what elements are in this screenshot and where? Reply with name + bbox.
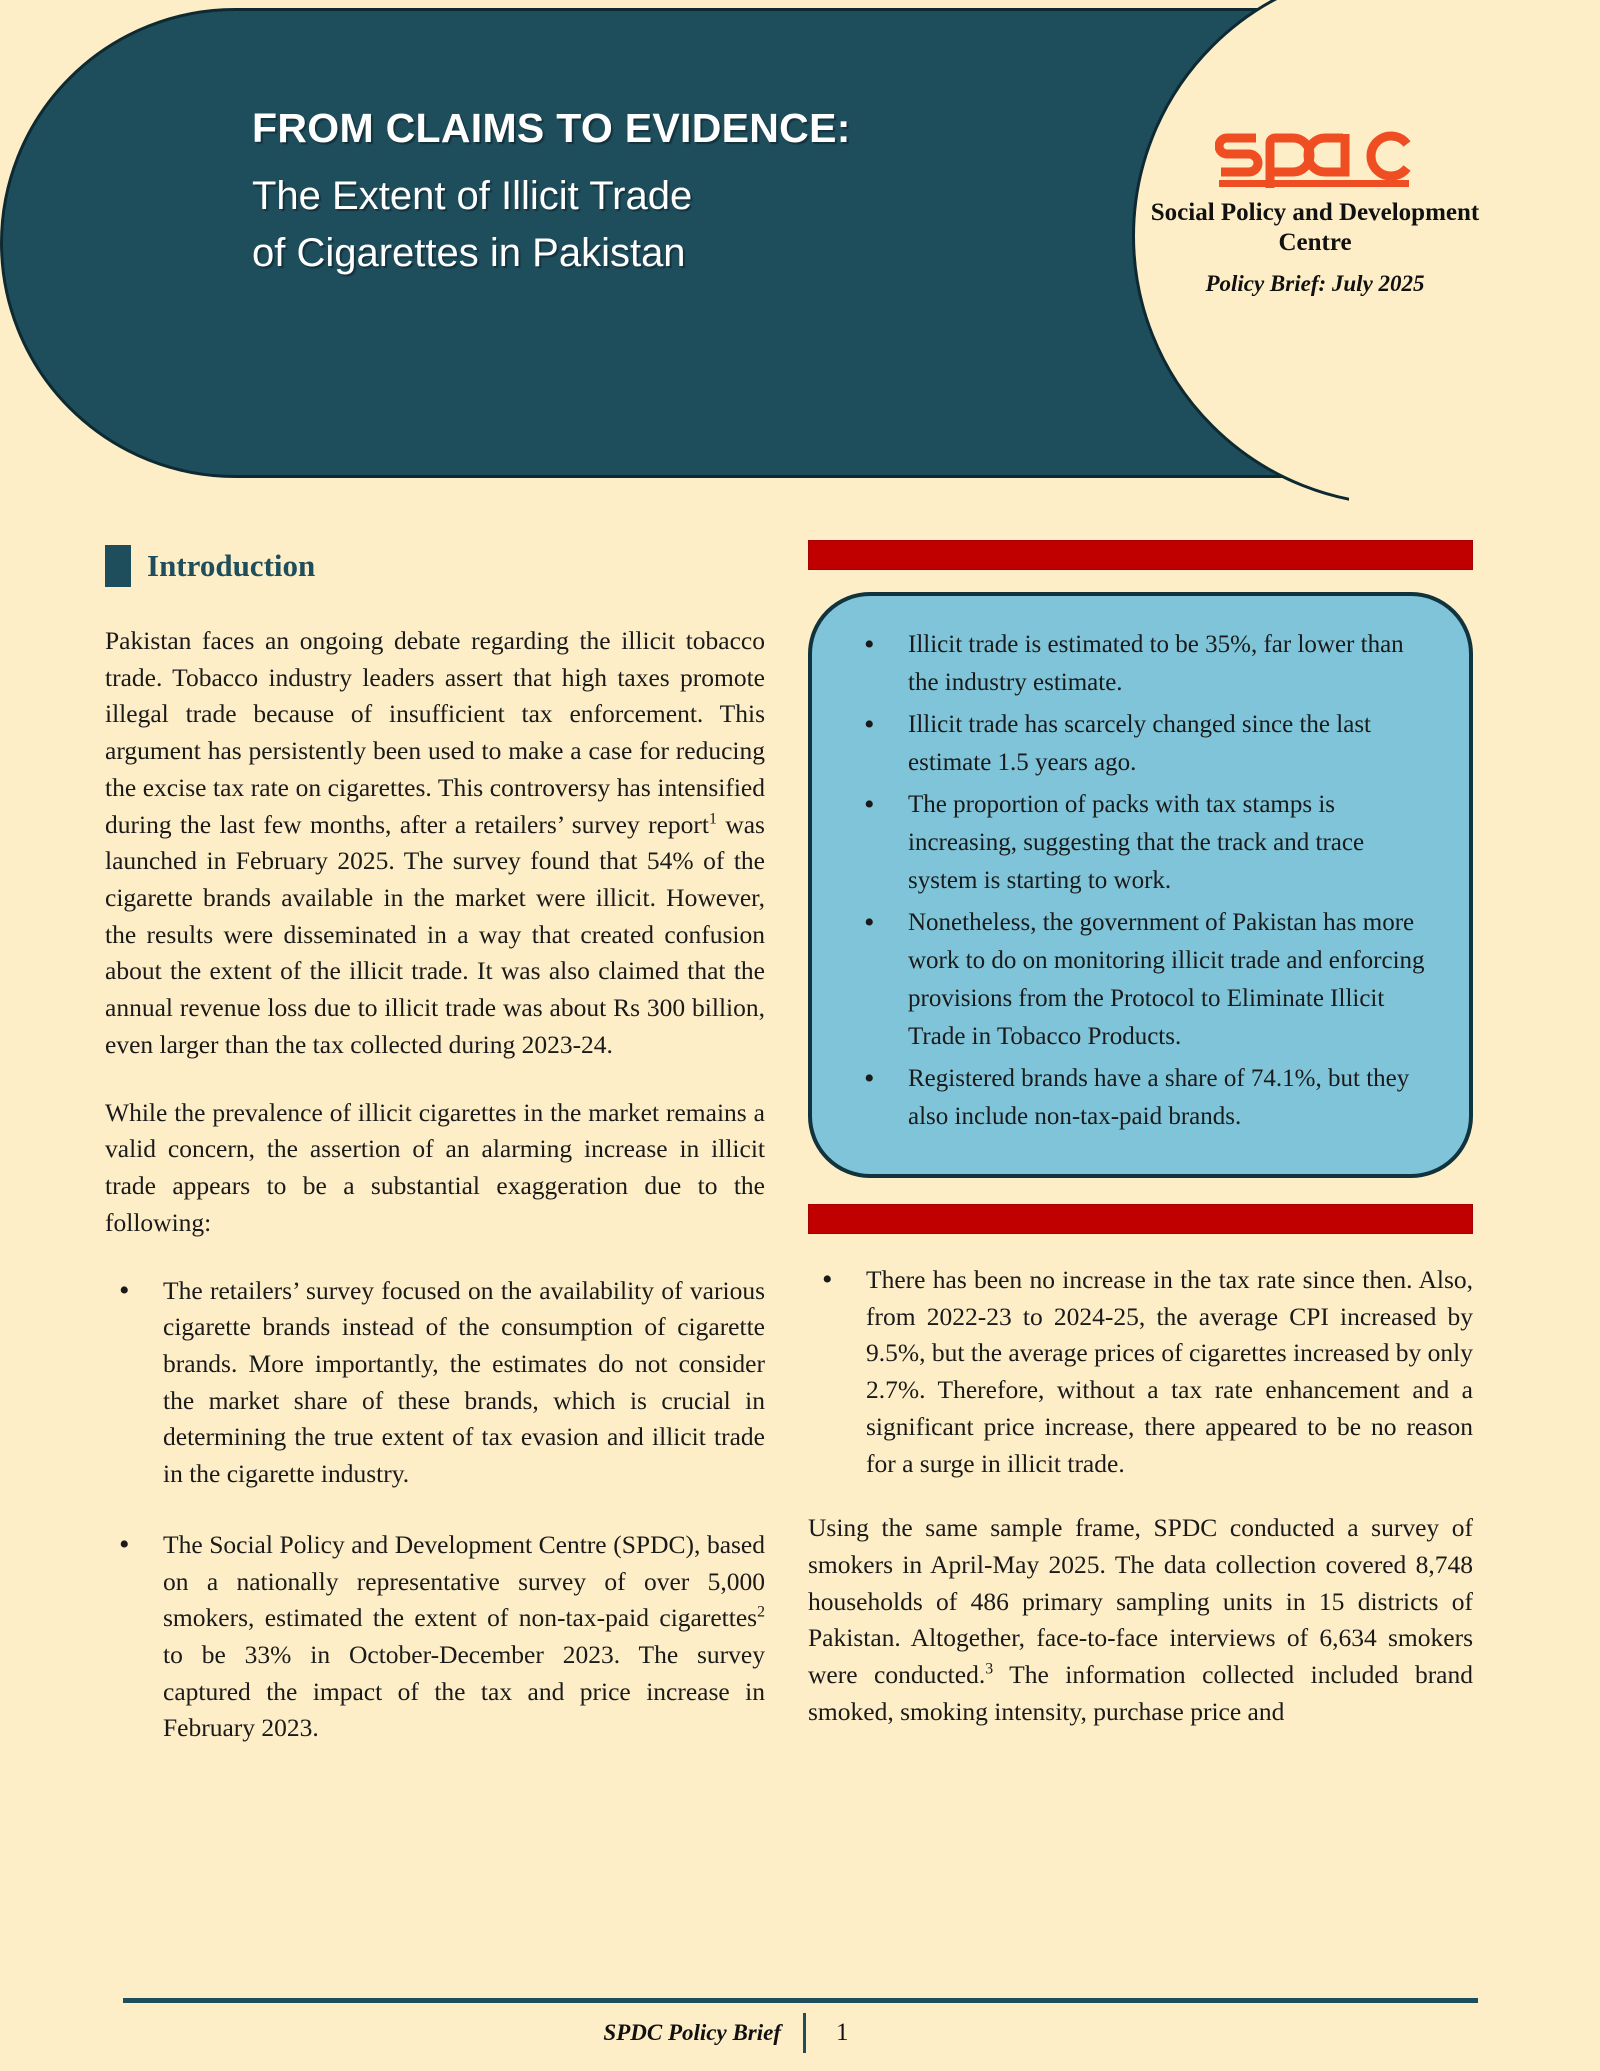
list-item: • The proportion of packs with tax stamps is increasing, suggesting that the track and trace system is starting to work. (846, 786, 1435, 900)
left-column (105, 545, 765, 1747)
key-points-box (808, 592, 1473, 1178)
footnote-ref-3: 3 (985, 1660, 994, 1678)
right-column-body (808, 1262, 1473, 1731)
footer-content (123, 2013, 1478, 2053)
intro-paragraph-1-cont: was launched in February 2025. The survey found that 54% of the cigarette brands available in the market were illicit. However, the results were disseminated in a way that created confusion about the extent of the illicit trade. It was also claimed that the annual revenue loss due to illicit trade was about Rs 300 billion, even larger than the tax collected during 2023-24. (105, 809, 765, 1059)
footer-rule (123, 1998, 1478, 2003)
footer-label: SPDC Policy Brief (603, 2020, 781, 2045)
page-footer (123, 1998, 1478, 2053)
intro-paragraph-1-text: Pakistan faces an ongoing debate regarding the illicit tobacco trade. Tobacco industry leaders assert that high taxes promote illegal trade because of insufficient tax enforcement. This argument has persistently been used to make a case for reducing the excise tax rate on cigarettes. This controversy has intensified during the last few months, after a retailers’ survey report (105, 626, 765, 839)
red-divider-bottom (808, 1204, 1473, 1234)
section-heading-label: Introduction (147, 548, 316, 583)
page-header (0, 0, 1600, 492)
key-points-list (846, 626, 1435, 1136)
policy-brief-date: Policy Brief: July 2025 (1205, 271, 1425, 296)
intro-paragraph-2: While the prevalence of illicit cigarettes in the market remains a valid concern, the assertion of an alarming increase in illicit trade appears to be a substantial exaggeration due to the following: (105, 1097, 765, 1237)
survey-paragraph-cont: The information collected included brand smoked, smoking intensity, purchase price and (808, 1660, 1473, 1726)
section-marker-icon (105, 545, 131, 587)
organisation-name: Social Policy and Development Centre (1150, 199, 1480, 256)
list-item (105, 1273, 765, 1493)
list-item: • Illicit trade has scarcely changed since the last estimate 1.5 years ago. (846, 706, 1435, 782)
list-item (105, 1527, 765, 1747)
tax-rate-list (808, 1262, 1473, 1482)
brand-block (1150, 130, 1480, 297)
title-line-3: of Cigarettes in Pakistan (252, 231, 686, 275)
reasons-list (105, 1273, 765, 1748)
list-item: • Illicit trade is estimated to be 35%, far lower than the industry estimate. (846, 626, 1435, 702)
footnote-ref-2: 2 (757, 1603, 765, 1621)
title-line-1: FROM CLAIMS TO EVIDENCE: (252, 105, 851, 151)
spdc-logo-icon (1215, 130, 1415, 192)
red-divider-top (808, 540, 1473, 570)
reason-2-cont: to be 33% in October-December 2023. The survey captured the impact of the tax and price increase in February 2023. (163, 1639, 765, 1743)
survey-paragraph (808, 1510, 1473, 1730)
list-item: • Registered brands have a share of 74.1%, but they also include non-tax-paid brands. (846, 1060, 1435, 1136)
section-heading-introduction (105, 545, 765, 587)
footnote-ref-1: 1 (709, 810, 717, 828)
reason-2-text: The Social Policy and Development Centre (SPDC), based on a nationally representative survey of over 5,000 smokers, estimated the extent of non-tax-paid cigarettes (163, 1529, 765, 1633)
reason-1-text: The retailers’ survey focused on the availability of various cigarette brands instead of the consumption of cigarette brands. More importantly, the estimates do not consider the market share of these brands, which is crucial in determining the true extent of tax evasion and illicit trade in the cigarette industry. (163, 1275, 765, 1489)
right-column (808, 540, 1473, 1731)
intro-paragraph-1 (105, 623, 765, 1064)
list-item: • Nonetheless, the government of Pakistan has more work to do on monitoring illicit trade and enforcing provisions from the Protocol to Eliminate Illicit Trade in Tobacco Products. (846, 904, 1435, 1056)
page-title (252, 105, 1112, 288)
list-item: • There has been no increase in the tax rate since then. Also, from 2022-23 to 2024-25, the average CPI increased by 9.5%, but the average prices of cigarettes increased by only 2.7%. Therefore, without a tax rate enhancement and a significant price increase, there appeared to be no reason for a surge in illicit trade. (808, 1262, 1473, 1482)
title-line-2: The Extent of Illicit Trade (252, 174, 693, 218)
page-number: 1 (836, 2019, 849, 2046)
survey-paragraph-text: Using the same sample frame, SPDC conducted a survey of smokers in April-May 2025. The data collection covered 8,748 households of 486 primary sampling units in 15 districts of Pakistan. Altogether, face-to-face interviews of 6,634 smokers were conducted. (808, 1513, 1473, 1690)
